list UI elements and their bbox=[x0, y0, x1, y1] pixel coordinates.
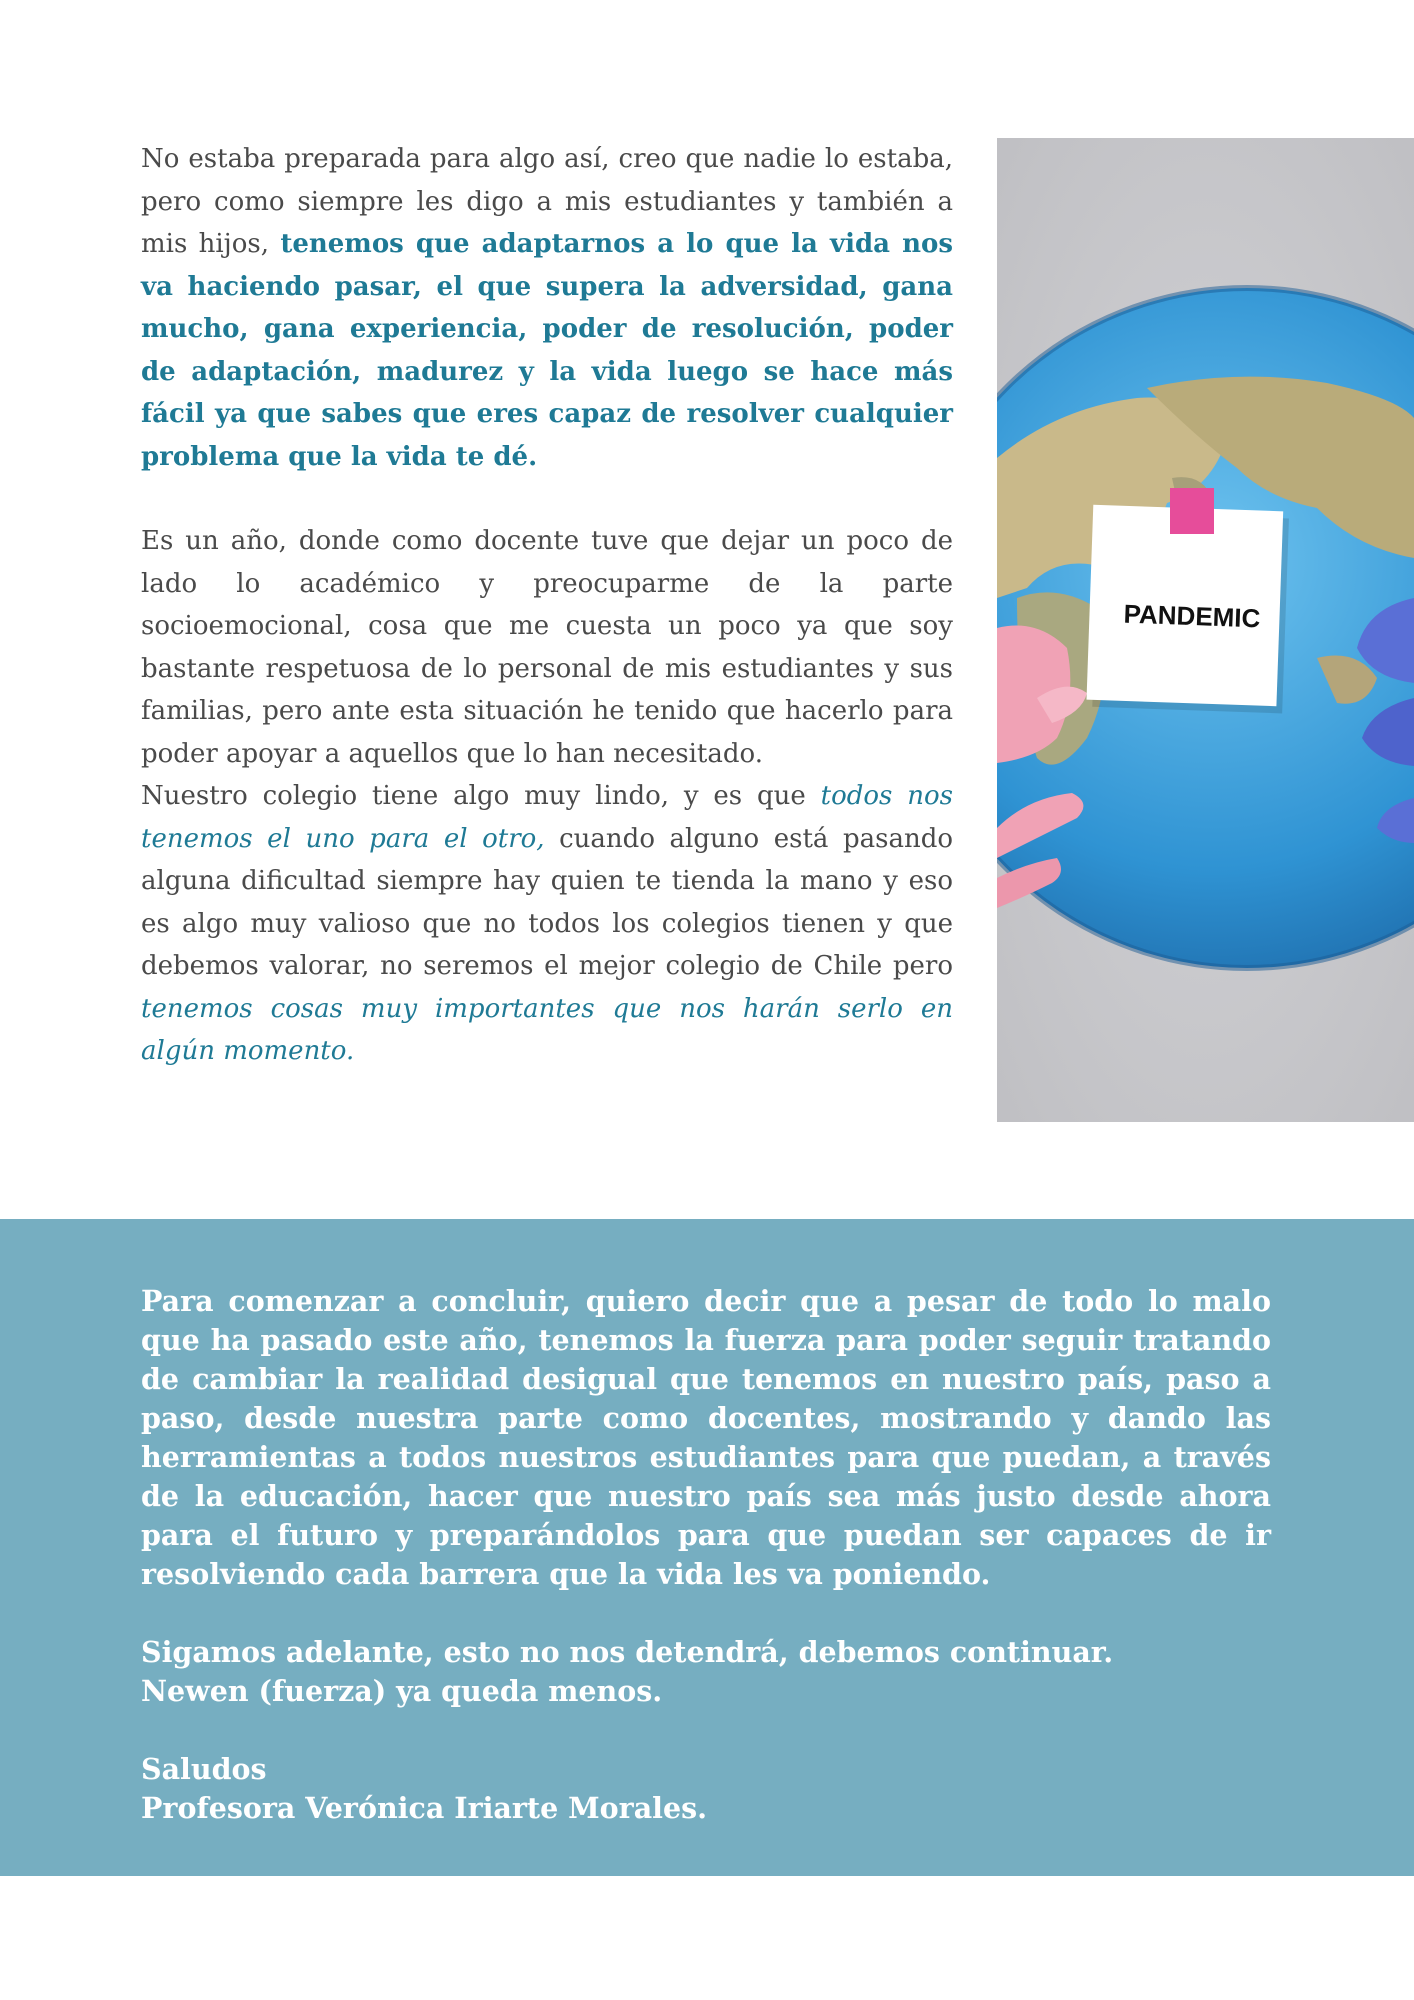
closing-greeting: Saludos bbox=[141, 1752, 267, 1786]
paragraph-school-start: Nuestro colegio tiene algo muy lindo, y es que bbox=[141, 781, 821, 811]
paragraph-intro-text: No estaba preparada para algo así, creo que nadie lo estaba, pero como siempre les digo a mis estudiantes y también a mis hijos, bbox=[141, 144, 953, 259]
highlighted-quote: tenemos que adaptarnos a lo que la vida nos va haciendo pasar, el que supera la adversidad, gana mucho, gana experiencia, poder de resolución, poder de adaptación, madurez y la vida luego se hace más fácil ya que sabes que eres capaz de resolver cualquier problema que la vida te dé. bbox=[141, 229, 953, 472]
paragraph-socioemotional: Es un año, donde como docente tuve que dejar un poco de lado lo académico y preocuparme de la parte socioemocional, cosa que me cuesta un poco ya que soy bastante respetuosa de lo personal de mis estudiantes y sus familias, pero ante esta situación he tenido que hacerlo para poder apoyar a aquellos que lo han necesitado. bbox=[141, 526, 953, 769]
author-signature-line: Profesora Verónica Iriarte Morales. bbox=[141, 1791, 708, 1825]
conclusion-text bbox=[141, 1282, 1271, 1828]
article-left-column bbox=[141, 138, 953, 1073]
encouragement-line-1: Sigamos adelante, esto no nos detendrá, debemos continuar. bbox=[141, 1635, 1114, 1669]
italic-highlight-together: todos nos tenemos el uno para el otro, bbox=[141, 781, 954, 854]
italic-highlight-future: tenemos cosas muy importantes que nos harán serlo en algún momento. bbox=[141, 993, 953, 1066]
conclusion-paragraph: Para comenzar a concluir, quiero decir que a pesar de todo lo malo que ha pasado este año, tenemos la fuerza para poder seguir tratando de cambiar la realidad desigual que tenemos en nuestro país, paso a paso, desde nuestra parte como docentes, mostrando y dando las herramientas a todos nuestros estudiantes para que puedan, a través de la educación, hacer que nuestro país sea más justo desde ahora para el futuro y preparándolos para que puedan ser capaces de ir resolviendo cada barrera que la vida les va poniendo. bbox=[141, 1284, 1271, 1591]
pandemic-sign-text: PANDEMIC bbox=[1123, 598, 1261, 634]
encouragement-line-2: Newen (fuerza) ya queda menos. bbox=[141, 1674, 663, 1708]
paragraph-school-middle: cuando alguno está pasando alguna dificultad siempre hay quien te tienda la mano y eso es algo muy valioso que no todos los colegios tienen y que debemos valorar, no seremos el mejor colegio de Chile pero bbox=[141, 823, 953, 981]
paragraph-school bbox=[141, 775, 953, 1073]
paragraph-adaptation bbox=[141, 138, 953, 478]
pandemic-globe-photo bbox=[997, 138, 1414, 1122]
